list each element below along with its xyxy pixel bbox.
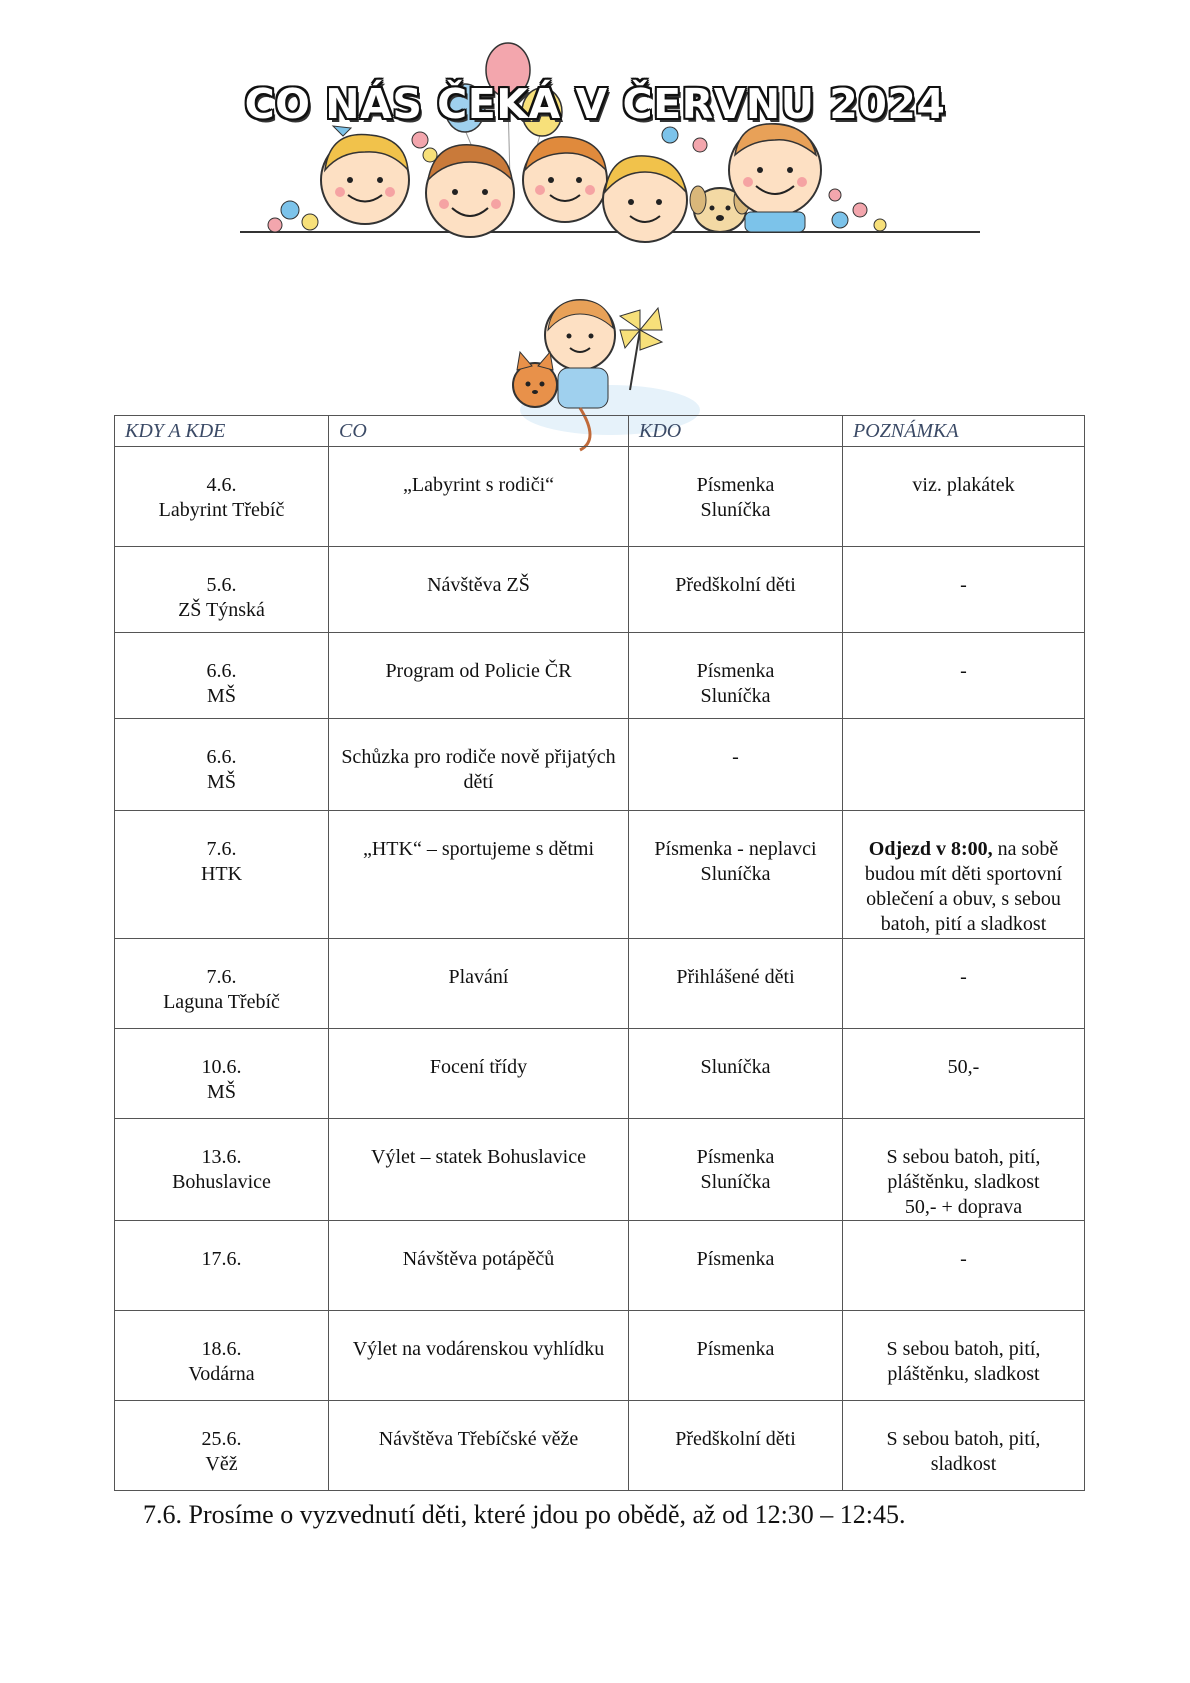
- cell-what: [329, 1311, 629, 1401]
- cell-what: [329, 1029, 629, 1119]
- participant-text: -: [732, 746, 739, 768]
- cell-what: [329, 1221, 629, 1311]
- date-text: 5.6.: [206, 574, 237, 596]
- participant-text: Písmenka: [696, 1248, 775, 1270]
- cell-note: [843, 633, 1085, 719]
- note-text: 50,-: [947, 1056, 980, 1078]
- cell-when-where: [115, 811, 329, 939]
- cell-note: [843, 447, 1085, 547]
- cell-who: [629, 447, 843, 547]
- event-text: Návštěva potápěčů: [402, 1248, 555, 1270]
- note-text: S sebou batoh, pití,: [886, 1428, 1041, 1450]
- pinwheel-icon: [620, 308, 662, 390]
- place-text: Vodárna: [188, 1363, 255, 1385]
- date-text: 18.6.: [201, 1338, 242, 1360]
- cell-what: [329, 1401, 629, 1491]
- cell-who: [629, 633, 843, 719]
- note-text: pláštěnku, sladkost: [887, 1171, 1040, 1193]
- cell-who: [629, 547, 843, 633]
- cell-when-where: [115, 1029, 329, 1119]
- kid-face-1-icon: [321, 126, 409, 224]
- cell-when-where: [115, 547, 329, 633]
- note-bold-text: Odjezd v 8:00,: [868, 838, 993, 860]
- place-text: Bohuslavice: [172, 1171, 271, 1193]
- table-row: [115, 1311, 1085, 1401]
- kid-face-4-icon: [603, 156, 687, 242]
- participant-text: Sluníčka: [700, 499, 771, 521]
- table-header-row: [115, 416, 1085, 447]
- cell-when-where: [115, 719, 329, 811]
- date-text: 7.6.: [206, 966, 237, 988]
- participant-text: Sluníčka: [700, 1056, 771, 1078]
- cell-what: [329, 939, 629, 1029]
- participant-text: Sluníčka: [700, 863, 771, 885]
- table-row: [115, 811, 1085, 939]
- cell-note: [843, 1311, 1085, 1401]
- place-text: HTK: [200, 863, 243, 885]
- table-row: [115, 1221, 1085, 1311]
- kid-face-2-icon: [426, 145, 514, 237]
- table-row: [115, 633, 1085, 719]
- cell-when-where: [115, 1221, 329, 1311]
- event-text: „HTK“ – sportujeme s dětmi: [362, 838, 595, 860]
- note-text: -: [960, 660, 967, 682]
- table-row: [115, 719, 1085, 811]
- cell-when-where: [115, 447, 329, 547]
- cell-note: [843, 1401, 1085, 1491]
- participant-text: Sluníčka: [700, 1171, 771, 1193]
- note-text: viz. plakátek: [912, 474, 1015, 496]
- table-row: [115, 1029, 1085, 1119]
- cell-note: [843, 1221, 1085, 1311]
- event-text: Návštěva ZŠ: [427, 574, 530, 596]
- note-text: S sebou batoh, pití,: [886, 1146, 1041, 1168]
- table-row: [115, 547, 1085, 633]
- note-text: S sebou batoh, pití,: [886, 1338, 1041, 1360]
- cell-who: [629, 1221, 843, 1311]
- table-row: [115, 447, 1085, 547]
- event-text: Schůzka pro rodiče nově přijatých dětí: [341, 746, 616, 793]
- header-note: POZNÁMKA: [843, 416, 1085, 447]
- place-text: MŠ: [207, 1081, 236, 1103]
- place-text: Labyrint Třebíč: [158, 499, 285, 521]
- place-text: ZŠ Týnská: [178, 599, 265, 621]
- header-when: KDY A KDE: [115, 416, 329, 447]
- participant-text: Písmenka: [696, 1146, 775, 1168]
- footer-note: 7.6. Prosíme o vyzvednutí děti, které jdou po obědě, až od 12:30 – 12:45.: [143, 1500, 906, 1529]
- event-text: Výlet na vodárenskou vyhlídku: [352, 1338, 605, 1360]
- event-text: Focení třídy: [429, 1056, 528, 1078]
- note-text: sladkost: [930, 1453, 997, 1475]
- cell-note: [843, 547, 1085, 633]
- cell-what: [329, 811, 629, 939]
- place-text: MŠ: [207, 685, 236, 707]
- cell-who: [629, 1119, 843, 1221]
- date-text: 25.6.: [201, 1428, 242, 1450]
- participant-text: Písmenka - neplavci: [654, 838, 817, 860]
- cell-note: [843, 1119, 1085, 1221]
- cell-note: [843, 939, 1085, 1029]
- date-text: 17.6.: [201, 1248, 242, 1270]
- note-text: -: [960, 574, 967, 596]
- cell-who: [629, 1401, 843, 1491]
- cell-note: [843, 811, 1085, 939]
- event-text: Plavání: [448, 966, 509, 988]
- cell-when-where: [115, 1401, 329, 1491]
- header-what: CO: [329, 416, 629, 447]
- header-who: KDO: [629, 416, 843, 447]
- cell-when-where: [115, 939, 329, 1029]
- date-text: 6.6.: [206, 746, 237, 768]
- participant-text: Písmenka: [696, 474, 775, 496]
- cell-note: [843, 1029, 1085, 1119]
- cell-who: [629, 939, 843, 1029]
- participant-text: Sluníčka: [700, 685, 771, 707]
- date-text: 6.6.: [206, 660, 237, 682]
- note-text: -: [960, 1248, 967, 1270]
- table-row: [115, 939, 1085, 1029]
- event-text: Program od Policie ČR: [385, 660, 572, 682]
- note-text: 50,- + doprava: [904, 1196, 1023, 1218]
- cell-what: [329, 1119, 629, 1221]
- table-row: [115, 1401, 1085, 1491]
- cell-who: [629, 719, 843, 811]
- cell-when-where: [115, 1311, 329, 1401]
- cell-note: [843, 719, 1085, 811]
- event-text: Výlet – statek Bohuslavice: [371, 1146, 586, 1168]
- children-illustration-icon: [240, 30, 980, 265]
- event-text: „Labyrint s rodiči“: [402, 474, 555, 496]
- kid-face-3-icon: [523, 137, 607, 222]
- place-text: Laguna Třebíč: [163, 991, 280, 1013]
- participant-text: Předškolní děti: [675, 574, 796, 596]
- date-text: 4.6.: [206, 474, 237, 496]
- table-row: [115, 1119, 1085, 1221]
- participant-text: Písmenka: [696, 1338, 775, 1360]
- participant-text: Přihlášené děti: [676, 966, 795, 988]
- header-illustration: [240, 30, 980, 265]
- cat-icon: [513, 352, 557, 407]
- cell-who: [629, 811, 843, 939]
- schedule-table: [114, 415, 1085, 1491]
- note-text: na sobě budou mít děti sportovní oblečení a obuv, s sebou batoh, pití a sladkost: [864, 838, 1063, 935]
- date-text: 7.6.: [206, 838, 237, 860]
- note-text: -: [960, 966, 967, 988]
- date-text: 10.6.: [201, 1056, 242, 1078]
- page-title: CO NÁS ČEKÁ V ČERVNU 2024: [244, 80, 946, 128]
- cell-when-where: [115, 1119, 329, 1221]
- event-text: Návštěva Třebíčské věže: [378, 1428, 579, 1450]
- cell-when-where: [115, 633, 329, 719]
- participant-text: Předškolní děti: [675, 1428, 796, 1450]
- cell-what: [329, 547, 629, 633]
- cell-who: [629, 1029, 843, 1119]
- cell-who: [629, 1311, 843, 1401]
- place-text: Věž: [205, 1453, 238, 1475]
- place-text: MŠ: [207, 771, 236, 793]
- cell-what: [329, 633, 629, 719]
- note-text: pláštěnku, sladkost: [887, 1363, 1040, 1385]
- cell-what: [329, 719, 629, 811]
- participant-text: Písmenka: [696, 660, 775, 682]
- cell-what: [329, 447, 629, 547]
- date-text: 13.6.: [201, 1146, 242, 1168]
